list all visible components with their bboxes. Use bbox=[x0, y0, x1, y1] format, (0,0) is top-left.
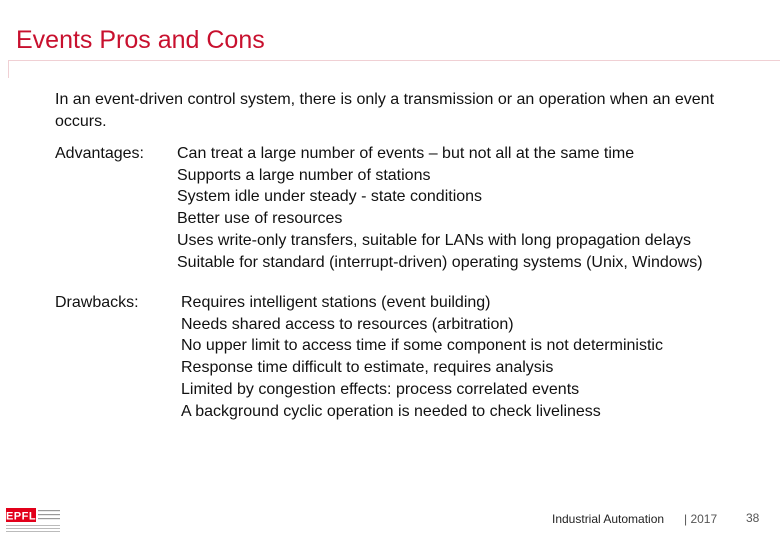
title-side-divider bbox=[8, 60, 9, 78]
drawback-item: Needs shared access to resources (arbitration) bbox=[181, 315, 514, 333]
intro-text: In an event-driven control system, there is only a transmission or an operation when an event occurs. bbox=[55, 91, 715, 130]
drawback-item: Response time difficult to estimate, requires analysis bbox=[181, 359, 554, 377]
title-divider bbox=[8, 60, 780, 61]
page-number: 38 bbox=[746, 511, 760, 525]
advantages-list bbox=[177, 143, 703, 273]
drawback-item: Requires intelligent stations (event building) bbox=[181, 294, 491, 311]
advantage-item: Suitable for standard (interrupt-driven) operating systems (Unix, Windows) bbox=[177, 253, 703, 271]
advantage-item: Supports a large number of stations bbox=[177, 166, 431, 184]
advantage-item: Uses write-only transfers, suitable for LANs with long propagation delays bbox=[177, 231, 692, 249]
slide-title: Events Pros and Cons bbox=[16, 26, 265, 54]
drawbacks-list bbox=[181, 292, 663, 422]
drawback-item: Limited by congestion effects: process correlated events bbox=[181, 380, 580, 398]
epfl-logo bbox=[4, 504, 62, 536]
advantage-item: System idle under steady - state conditions bbox=[177, 188, 483, 206]
svg-text:EPFL: EPFL bbox=[5, 510, 37, 523]
footer-year: | 2017 bbox=[684, 512, 718, 526]
advantages-label: Advantages: bbox=[55, 145, 144, 162]
footer-course: Industrial Automation bbox=[552, 512, 665, 526]
drawback-item: No upper limit to access time if some component is not deterministic bbox=[181, 337, 663, 355]
drawbacks-label: Drawbacks: bbox=[55, 294, 139, 311]
advantage-item: Can treat a large number of events – but not all at the same time bbox=[177, 145, 635, 162]
advantage-item: Better use of resources bbox=[177, 210, 343, 228]
drawback-item: A background cyclic operation is needed to check liveliness bbox=[181, 402, 601, 420]
